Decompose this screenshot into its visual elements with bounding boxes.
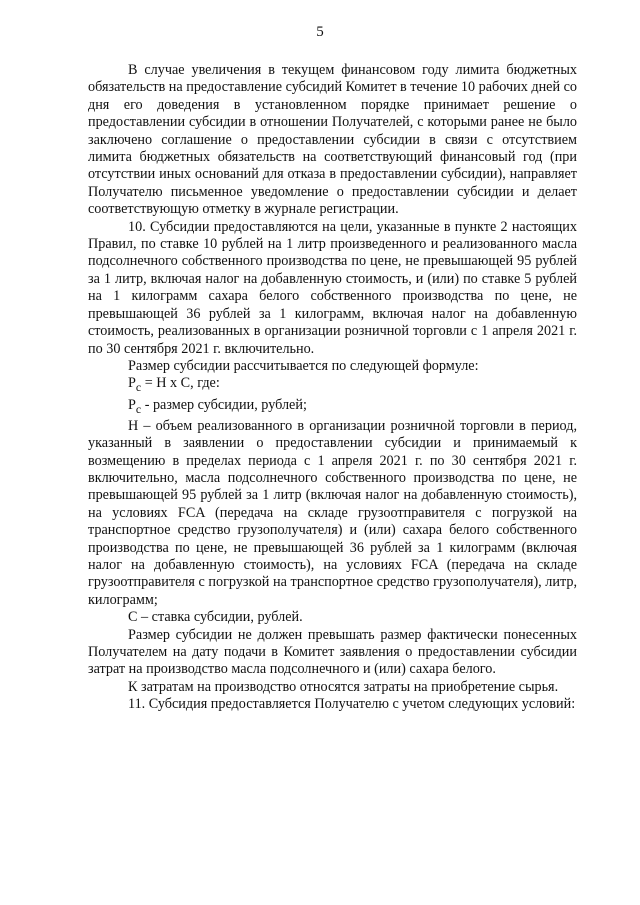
document-body [88, 62, 577, 714]
definition-pc-text: - размер субсидии, рублей; [141, 396, 307, 413]
paragraph-11: 11. Субсидия предоставляется Получателю с учетом следующих условий: [128, 696, 576, 713]
page-number: 5 [316, 24, 324, 40]
formula-symbol: Р [128, 375, 136, 392]
formula-expression: = Н х С, где: [141, 375, 220, 392]
definition-h: Н – объем реализованного в организации розничной торговли в период, указанный в заявлении о предоставлении субсидии и принимаемый к возмещению в пределах периода с 1 апреля 2021 г. по 30 сентября 2021 г. включительно, масла подсолнечного собственного производства по цене, не превышающей 95 рублей за 1 литр (включая налог на добавленную стоимость), на условиях FCA (передача на складе грузоотправителя с погрузкой на транспортное средство грузополучателя) и (или) сахара белого собственного производства по цене, не превышающей 36 рублей за 1 килограмм (включая налог на добавленную стоимость), на условиях FCA (передача на складе грузоотправителя с погрузкой на транспортное средство грузополучателя), литр, килограмм; [88, 417, 577, 608]
formula-subscript: с [135, 380, 142, 395]
paragraph-formula-intro: Размер субсидии рассчитывается по следующей формуле: [128, 357, 479, 374]
formula [88, 375, 577, 396]
paragraph-subsidy-limit: Размер субсидии не должен превышать размер фактически понесенных Получателем на дату подачи в Комитет заявления о предоставлении субсидии затрат на производство масла подсолнечного и (или) сахара белого. [88, 626, 577, 678]
paragraph-10: 10. Субсидии предоставляются на цели, указанные в пункте 2 настоящих Правил, по ставке 10 рублей на 1 литр произведенного и реализованного масла подсолнечного собственного производства по цене, не превышающей 95 рублей за 1 литр, включая налог на добавленную стоимость, и (или) по ставке 5 рублей на 1 килограмм сахара белого собственного производства по цене, не превышающей 36 рублей за 1 килограмм, включая налог на добавленную стоимость, реализованных в организации розничной торговли с 1 апреля 2021 г. по 30 сентября 2021 г. включительно. [88, 218, 577, 357]
paragraph-costs: К затратам на производство относятся затраты на приобретение сырья. [128, 678, 559, 695]
definition-pc [88, 397, 577, 418]
definition-pc-subscript: с [135, 401, 142, 416]
paragraph-limit-increase: В случае увеличения в текущем финансовом году лимита бюджетных обязательств на предоставление субсидий Комитет в течение 10 рабочих дней со дня его доведения в установленном порядке принимает решение о предоставлении субсидии в отношении Получателей, с которыми ранее не было заключено соглашение о предоставлении субсидии в связи с отсутствием лимита бюджетных обязательств на соответствующий финансовый год (при отсутствии иных оснований для отказа в предоставлении субсидии), направляет Получателю письменное уведомление о предоставлении субсидии и делает соответствующую отметку в журнале регистрации. [88, 62, 577, 218]
definition-pc-symbol: Р [128, 396, 136, 413]
definition-c: С – ставка субсидии, рублей. [128, 609, 303, 626]
